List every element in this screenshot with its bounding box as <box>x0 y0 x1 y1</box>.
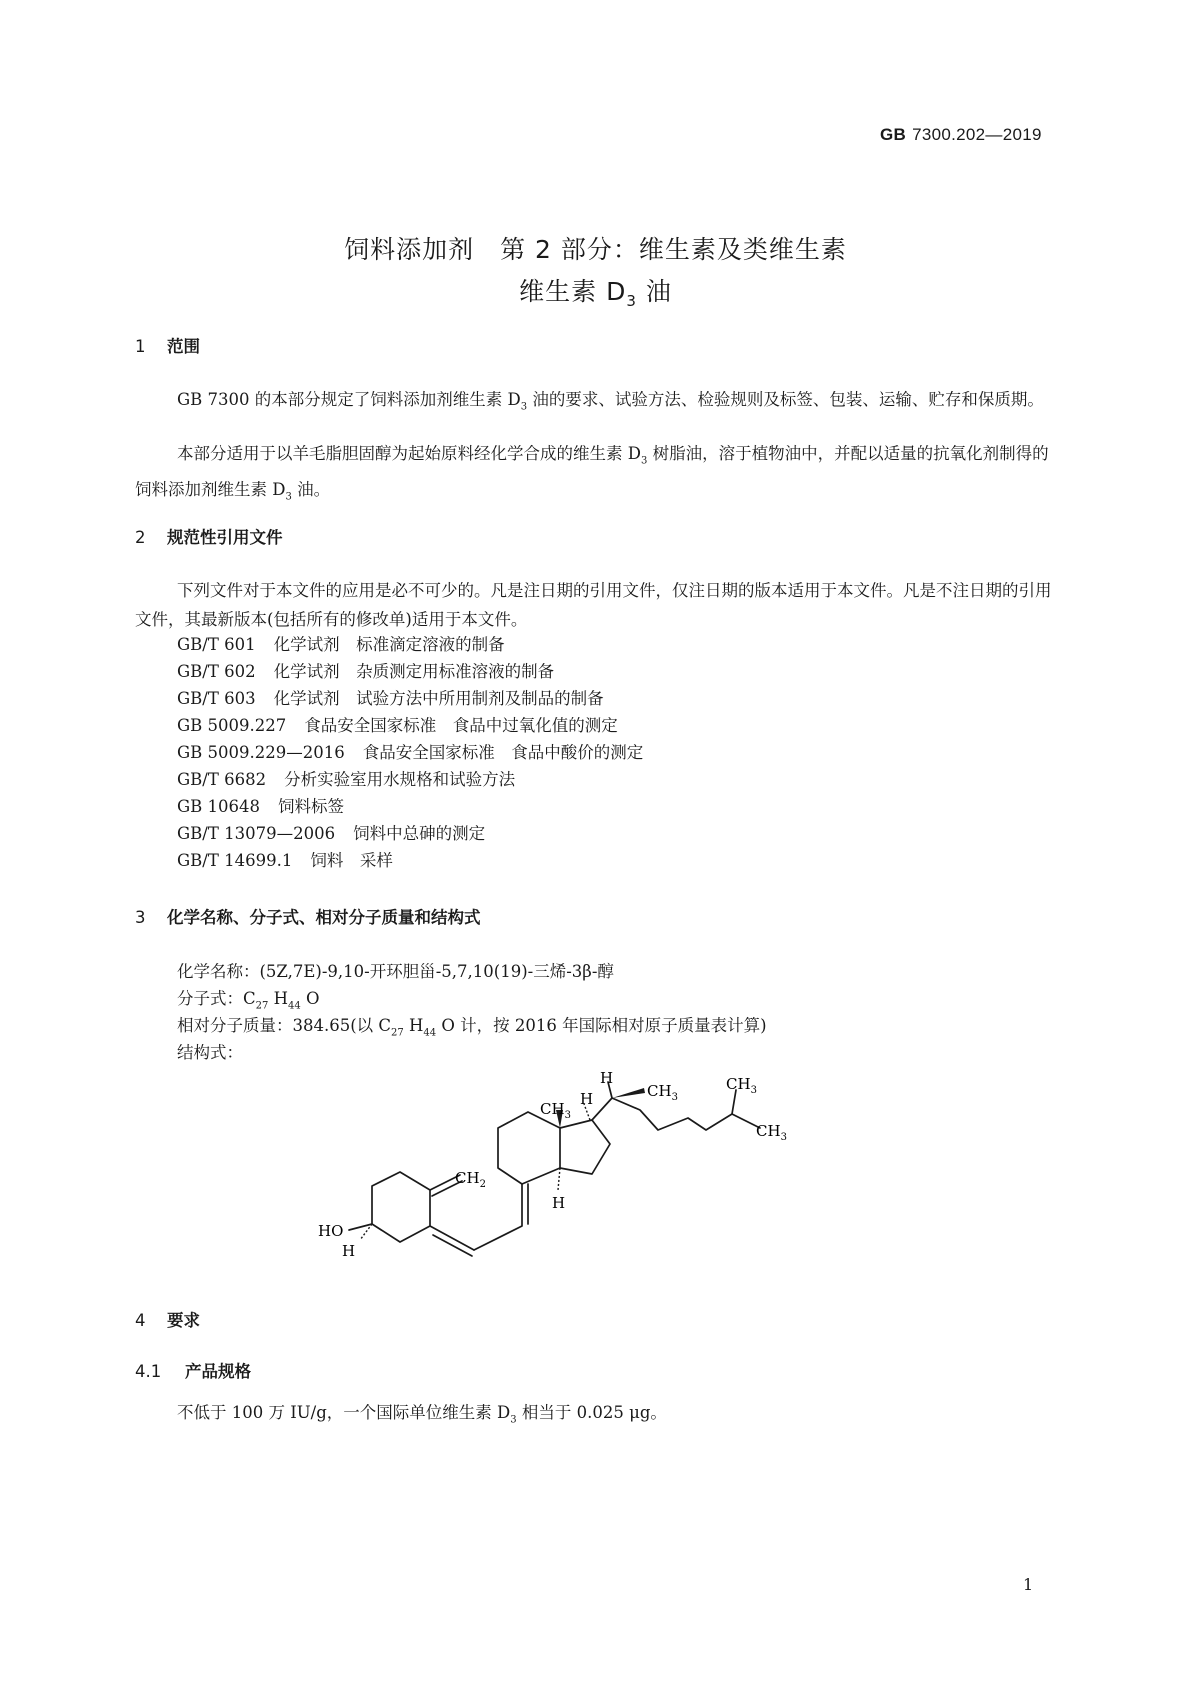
section-1-paragraph-2: 本部分适用于以羊毛脂胆固醇为起始原料经化学合成的维生素 $D_3$ 树脂油，溶于植物油中，并配以适量的抗氧化剂制得的饲料添加剂维生素 $D_3$ 油。 <box>135 444 1049 503</box>
section-4-heading: 4 要求 <box>135 1311 200 1330</box>
label-ho: HO <box>318 1222 344 1240</box>
section-1-paragraph-1: GB 7300 的本部分规定了饲料添加剂维生素 $D_3$ 油的要求、试验方法、检验规则及标签、包装、运输、贮存和保质期。 <box>177 390 1044 413</box>
label-ch3-right: $CH_3$ <box>756 1122 787 1143</box>
ring-c <box>498 1112 560 1184</box>
reference-item: GB 5009.227 食品安全国家标准 食品中过氧化值的测定 <box>177 716 618 735</box>
ring-a <box>372 1172 430 1242</box>
reference-item: GB/T 602 化学试剂 杂质测定用标准溶液的制备 <box>177 662 555 681</box>
section-2-intro: 下列文件对于本文件的应用是必不可少的。凡是注日期的引用文件，仅注日期的版本适用于本文件。凡是不注日期的引用文件，其最新版本(包括所有的修改单)适用于本文件。 <box>135 581 1052 629</box>
section-2-heading: 2 规范性引用文件 <box>135 528 283 547</box>
structure-label: 结构式： <box>177 1043 243 1062</box>
label-ch3-top: $CH_3$ <box>726 1075 757 1096</box>
section-1-heading: 1 范围 <box>135 337 200 356</box>
structural-formula <box>300 1065 820 1285</box>
label-h-top: H <box>600 1069 614 1087</box>
section-4-1-heading: 4.1 产品规格 <box>135 1362 251 1381</box>
reference-item: GB/T 603 化学试剂 试验方法中所用制剂及制品的制备 <box>177 689 604 708</box>
reference-item: GB/T 14699.1 饲料 采样 <box>177 851 393 870</box>
section-3-heading: 3 化学名称、分子式、相对分子质量和结构式 <box>135 908 481 927</box>
product-spec: 不低于 100 万 IU/g，一个国际单位维生素 $D_3$ 相当于 0.025 μg。 <box>177 1403 667 1426</box>
chain-bond <box>430 1226 474 1250</box>
label-ch3-angular: $CH_3$ <box>540 1100 571 1121</box>
molecular-mass: 相对分子质量：384.65(以 $C_{27}$ $H_{44}$ O 计，按 2016 年国际相对原子质量表计算) <box>177 1016 767 1039</box>
label-ch3-wedge: $CH_3$ <box>647 1082 678 1103</box>
label-h-bottom: H <box>552 1194 566 1212</box>
dashed-h-bond-2 <box>558 1168 560 1190</box>
side-chain-branch <box>732 1090 736 1114</box>
label-ch2: $CH_2$ <box>455 1169 486 1190</box>
standard-number: GB 7300.202—2019 <box>880 125 1042 144</box>
label-h-ring-a: H <box>342 1242 356 1260</box>
document-title-line1: 饲料添加剂 第 2 部分：维生素及类维生素 <box>344 235 847 264</box>
molecular-formula: 分子式：$C_{27}$ $H_{44}$ O <box>177 989 320 1012</box>
wedge-methyl <box>612 1088 645 1098</box>
document-title-line2: 维生素 $D_3$ 油 <box>519 277 672 310</box>
reference-item: GB/T 601 化学试剂 标准滴定溶液的制备 <box>177 635 505 654</box>
chemical-name: 化学名称：(5Z,7E)-9,10-开环胆甾-5,7,10(19)-三烯-3β-醇 <box>177 962 614 981</box>
reference-item: GB/T 13079—2006 饲料中总砷的测定 <box>177 824 486 843</box>
page-number: 1 <box>1023 1575 1034 1594</box>
reference-item: GB 5009.229—2016 食品安全国家标准 食品中酸价的测定 <box>177 743 644 762</box>
ring-d <box>560 1120 610 1174</box>
label-h-middle: H <box>580 1090 594 1108</box>
hydroxyl-bond <box>349 1224 372 1230</box>
reference-item: GB/T 6682 分析实验室用水规格和试验方法 <box>177 770 516 789</box>
chain-bond-2 <box>474 1184 522 1250</box>
reference-item: GB 10648 饲料标签 <box>177 797 345 816</box>
